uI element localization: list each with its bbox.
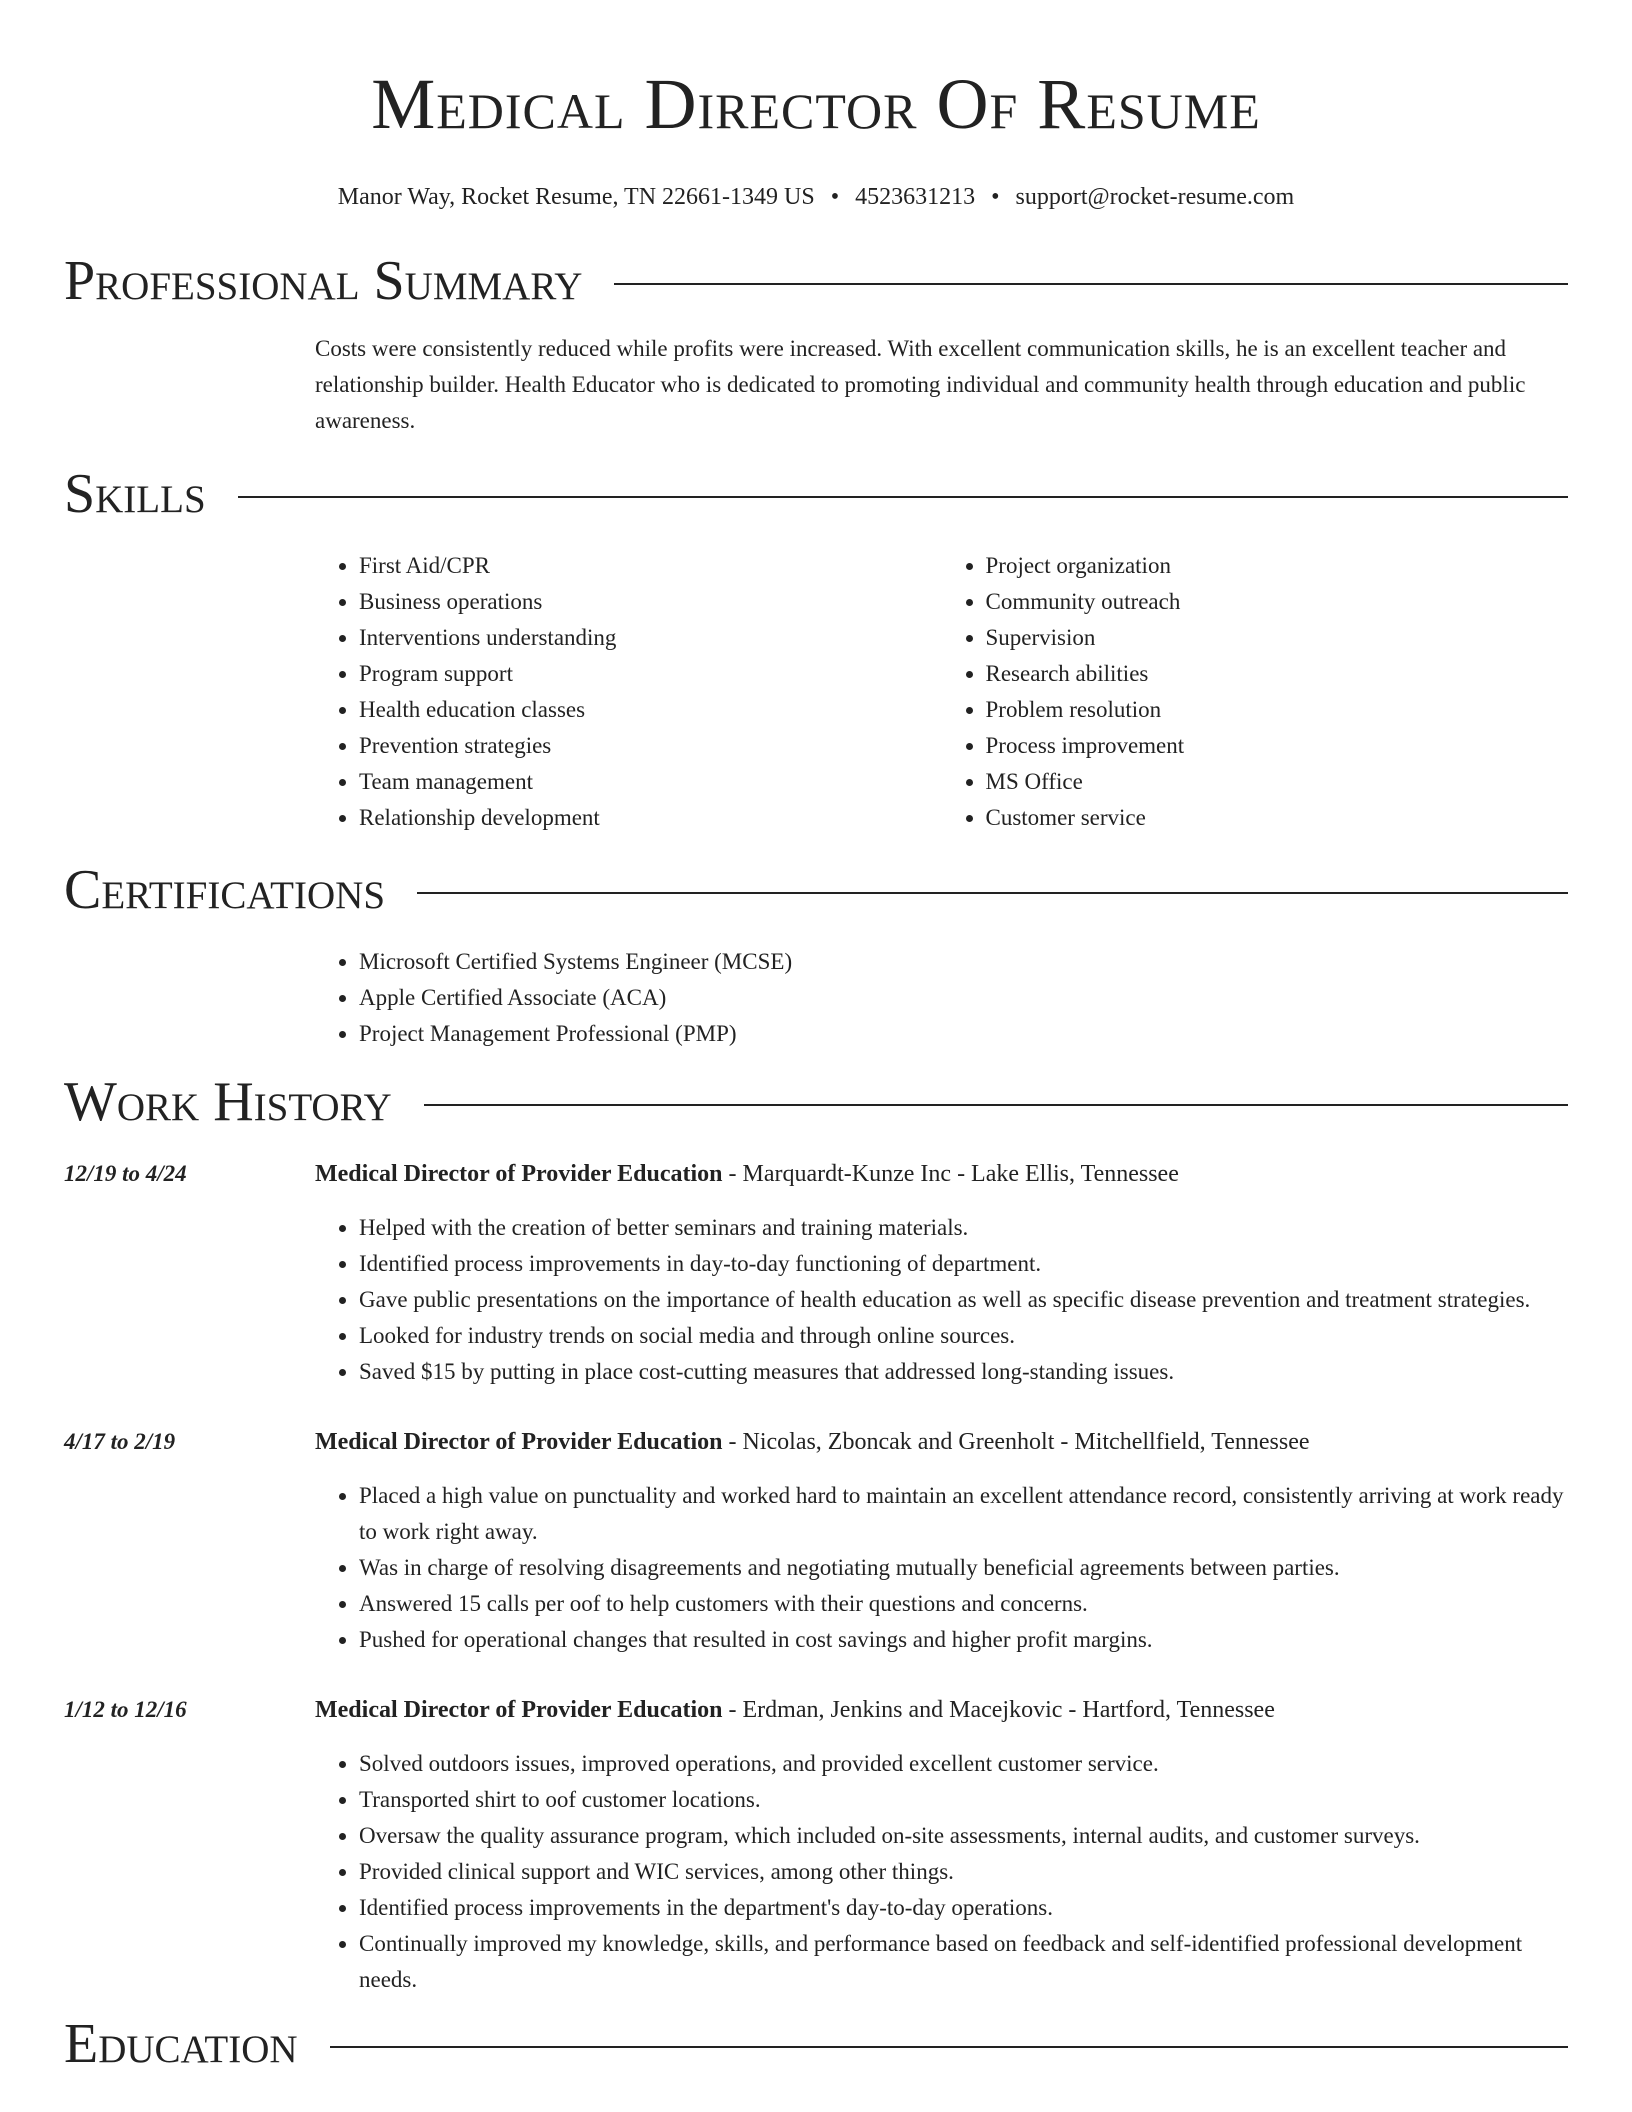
skills-column-right (942, 548, 1569, 836)
contact-address: Manor Way, Rocket Resume, TN 22661-1349 US (337, 184, 815, 210)
certification-item: • Apple Certified Associate (ACA) (359, 980, 1568, 1016)
job-bullet-list (315, 1210, 1568, 1390)
skill-item: • Team management (359, 764, 942, 800)
work-section-header (64, 1070, 1568, 1134)
job-dates: 12/19 to 4/24 (64, 1161, 187, 1186)
job-details (315, 1424, 1568, 1658)
job-heading (315, 1692, 1568, 1728)
contact-separator: • (830, 184, 840, 210)
job-bullet: • Transported shirt to oof customer locations. (359, 1782, 1568, 1818)
job-bullet: • Solved outdoors issues, improved operations, and provided excellent customer service. (359, 1746, 1568, 1782)
contact-phone: 4523631213 (855, 184, 976, 210)
skill-item: • Health education classes (359, 692, 942, 728)
skills-list (315, 548, 1568, 836)
job-bullet: • Pushed for operational changes that resulted in cost savings and higher profit margins. (359, 1622, 1568, 1658)
skill-item: • Customer service (986, 800, 1569, 836)
skill-item: • Relationship development (359, 800, 942, 836)
certifications-section-title: Certifications (64, 859, 386, 921)
job-bullet-list (315, 1478, 1568, 1658)
skill-item: • MS Office (986, 764, 1569, 800)
resume-name: Medical Director Of Resume (371, 64, 1261, 144)
job-bullet: • Was in charge of resolving disagreements and negotiating mutually beneficial agreements between parties. (359, 1550, 1568, 1586)
job-bullet: • Answered 15 calls per oof to help customers with their questions and concerns. (359, 1586, 1568, 1622)
skill-item: • Program support (359, 656, 942, 692)
job-bullet: • Continually improved my knowledge, skills, and performance based on feedback and self-identified professional development needs. (359, 1926, 1568, 1998)
job-bullet: • Oversaw the quality assurance program, which included on-site assessments, internal audits, and customer surveys. (359, 1818, 1568, 1854)
certifications-section-header (64, 858, 1568, 922)
job-dates: 4/17 to 2/19 (64, 1429, 176, 1454)
contact-email: support@rocket-resume.com (1015, 184, 1295, 210)
job-heading (315, 1156, 1568, 1192)
skill-item: • Community outreach (986, 584, 1569, 620)
summary-section-title: Professional Summary (64, 250, 583, 312)
job-bullet: • Placed a high value on punctuality and worked hard to maintain an excellent attendance record, consistently arriving at work ready to work right away. (359, 1478, 1568, 1550)
job-title: Medical Director of Provider Education (315, 1429, 723, 1455)
skill-item: • Business operations (359, 584, 942, 620)
summary-text: Costs were consistently reduced while profits were increased. With excellent communication skills, he is an excellent teacher and relationship builder. Health Educator who is dedicated to promoting individual and community health through education and public awareness. (315, 336, 1526, 433)
contact-line (64, 182, 1568, 212)
job-entry (64, 1692, 1568, 1998)
job-bullet: • Identified process improvements in the department's day-to-day operations. (359, 1890, 1568, 1926)
job-details (315, 1156, 1568, 1390)
skill-item: • Prevention strategies (359, 728, 942, 764)
job-details (315, 1692, 1568, 1998)
job-entry (64, 1424, 1568, 1658)
skill-item: • Process improvement (986, 728, 1569, 764)
section-divider (614, 283, 1568, 285)
job-title: Medical Director of Provider Education (315, 1161, 723, 1187)
skill-item: • Supervision (986, 620, 1569, 656)
job-bullet: • Identified process improvements in day-to-day functioning of department. (359, 1246, 1568, 1282)
skill-item: • Problem resolution (986, 692, 1569, 728)
section-divider (424, 1104, 1568, 1106)
job-entry (64, 1156, 1568, 1390)
certifications-list (315, 944, 1568, 1052)
section-divider (238, 496, 1568, 498)
summary-content (315, 331, 1568, 439)
certification-item: • Microsoft Certified Systems Engineer (MCSE) (359, 944, 1568, 980)
education-section-header (64, 2012, 1568, 2076)
job-heading (315, 1424, 1568, 1460)
job-bullet: • Provided clinical support and WIC services, among other things. (359, 1854, 1568, 1890)
resume-page (64, 0, 1568, 2076)
skills-column-left (315, 548, 942, 836)
job-employer: - Marquardt-Kunze Inc - Lake Ellis, Tennessee (722, 1161, 1179, 1187)
skills-section-title: Skills (64, 463, 206, 525)
certification-item: • Project Management Professional (PMP) (359, 1016, 1568, 1052)
job-employer: - Nicolas, Zboncak and Greenholt - Mitchellfield, Tennessee (722, 1429, 1310, 1455)
job-bullet: • Helped with the creation of better seminars and training materials. (359, 1210, 1568, 1246)
job-bullet: • Gave public presentations on the importance of health education as well as specific disease prevention and treatment strategies. (359, 1282, 1568, 1318)
summary-section-header (64, 249, 1568, 313)
job-dates: 1/12 to 12/16 (64, 1697, 187, 1722)
skill-item: • Project organization (986, 548, 1569, 584)
job-bullet: • Looked for industry trends on social media and through online sources. (359, 1318, 1568, 1354)
job-title: Medical Director of Provider Education (315, 1697, 723, 1723)
skill-item: • Interventions understanding (359, 620, 942, 656)
section-divider (330, 2046, 1568, 2048)
education-section-title: Education (64, 2013, 298, 2075)
job-employer: - Erdman, Jenkins and Macejkovic - Hartford, Tennessee (722, 1697, 1275, 1723)
skills-section-header (64, 462, 1568, 526)
skill-item: • Research abilities (986, 656, 1569, 692)
skill-item: • First Aid/CPR (359, 548, 942, 584)
section-divider (417, 892, 1568, 894)
work-section-title: Work History (64, 1071, 392, 1133)
contact-separator: • (991, 184, 1000, 210)
job-bullet-list (315, 1746, 1568, 1998)
job-bullet: • Saved $15 by putting in place cost-cutting measures that addressed long-standing issues. (359, 1354, 1568, 1390)
